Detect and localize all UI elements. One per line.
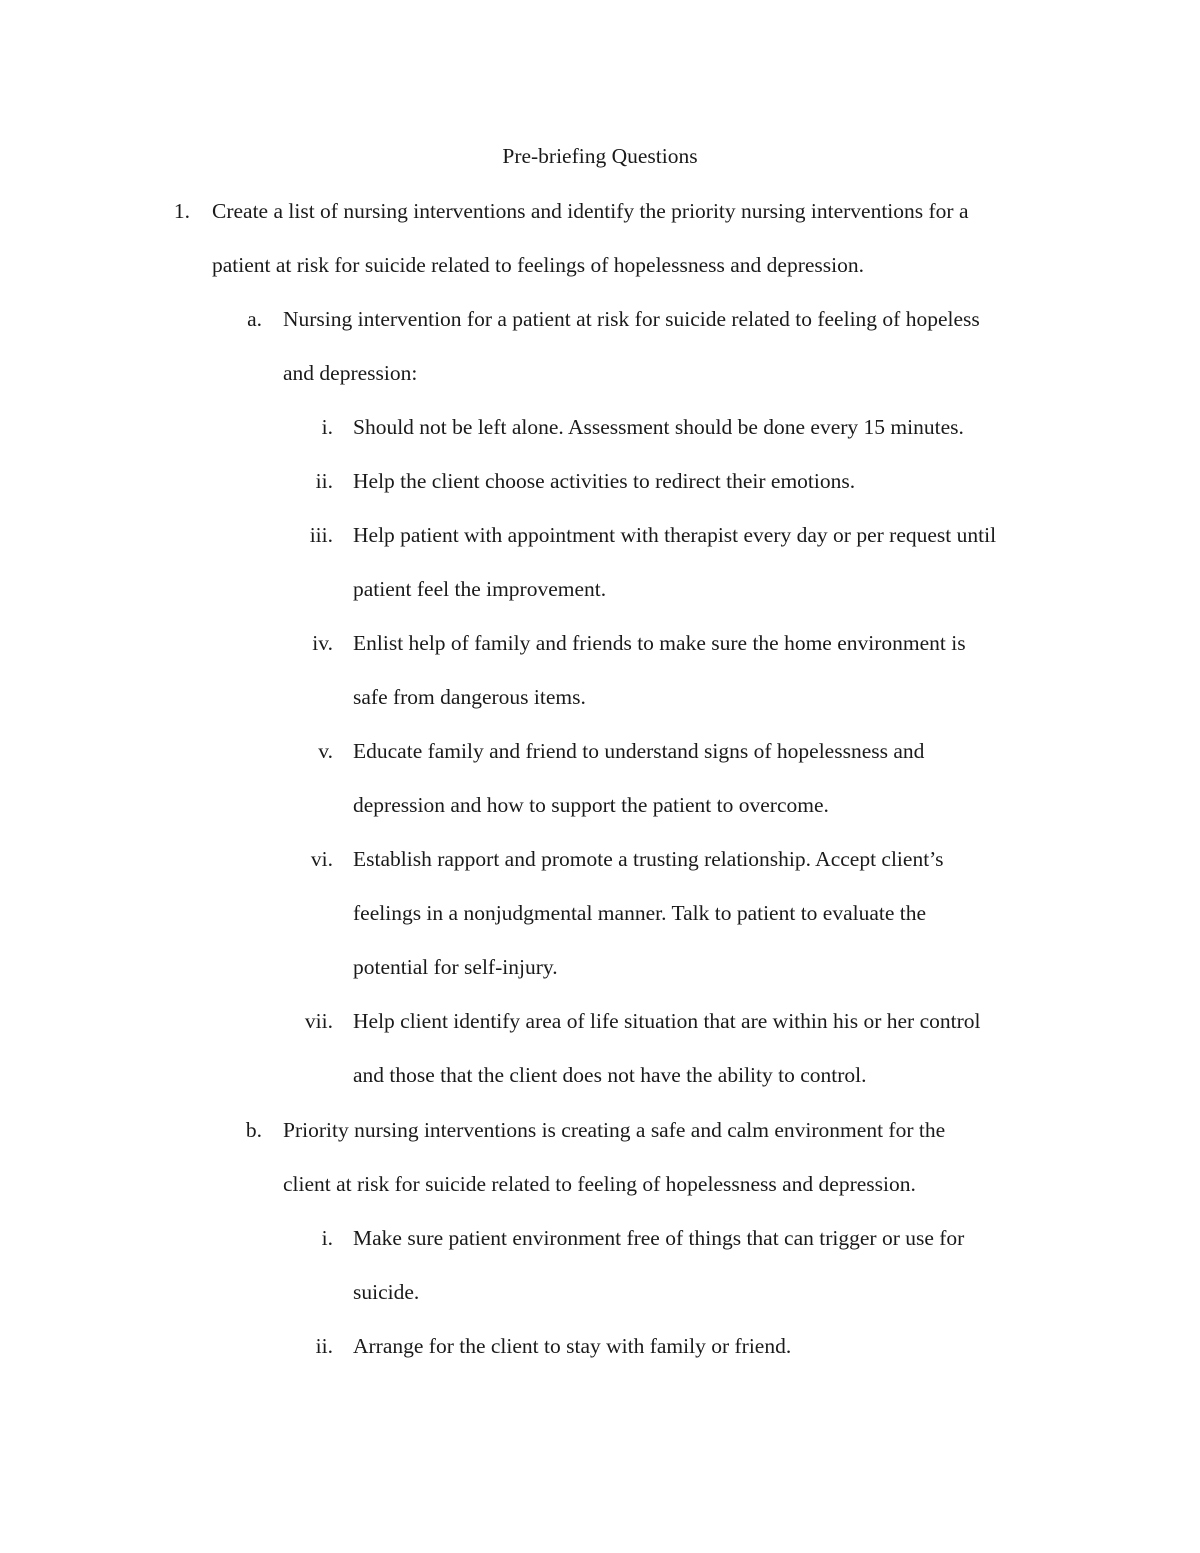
list-item-marker: i.: [321, 415, 333, 439]
question-text-line-2: patient at risk for suicide related to feelings of hopelessness and depression.: [212, 253, 864, 277]
list-item-text-continued: depression and how to support the patient to overcome.: [353, 793, 829, 817]
list-item-marker: v.: [318, 739, 333, 763]
list-item-text: Help the client choose activities to redirect their emotions.: [353, 469, 856, 493]
list-item-text-continued: safe from dangerous items.: [353, 685, 586, 709]
list-item-text-continued: patient feel the improvement.: [353, 577, 607, 601]
list-item-text: Help patient with appointment with therapist every day or per request until: [353, 523, 997, 547]
list-item-text: Establish rapport and promote a trusting relationship. Accept client’s: [353, 847, 944, 871]
list-item-text: Make sure patient environment free of things that can trigger or use for: [353, 1226, 965, 1250]
item-b-line-1: Priority nursing interventions is creating a safe and calm environment for the: [283, 1118, 946, 1142]
list-item-marker: iii.: [309, 523, 333, 547]
item-b-line-2: client at risk for suicide related to feeling of hopelessness and depression.: [283, 1172, 916, 1196]
list-item-marker: ii.: [315, 469, 333, 493]
item-b-marker: b.: [245, 1118, 262, 1142]
question-number: 1.: [173, 199, 190, 223]
list-item-text: Should not be left alone. Assessment should be done every 15 minutes.: [353, 415, 964, 439]
item-a-marker: a.: [247, 307, 262, 331]
list-item-marker: iv.: [312, 631, 333, 655]
list-item-text-continued: potential for self-injury.: [353, 955, 558, 979]
list-item-text: Educate family and friend to understand signs of hopelessness and: [353, 739, 925, 763]
item-a-line-1: Nursing intervention for a patient at risk for suicide related to feeling of hopeless: [283, 307, 980, 331]
list-item-marker: i.: [321, 1226, 333, 1250]
question-text-line-1: Create a list of nursing interventions and identify the priority nursing interventions for a: [212, 199, 969, 223]
list-item-text-continued: suicide.: [353, 1280, 420, 1304]
list-item-text-continued: and those that the client does not have the ability to control.: [353, 1063, 867, 1087]
list-item-marker: ii.: [315, 1334, 333, 1358]
list-item-text-continued: feelings in a nonjudgmental manner. Talk to patient to evaluate the: [353, 901, 927, 925]
list-item-text: Help client identify area of life situation that are within his or her control: [353, 1009, 981, 1033]
page-title: Pre-briefing Questions: [502, 144, 698, 168]
list-item-marker: vi.: [310, 847, 333, 871]
list-item-marker: vii.: [304, 1009, 333, 1033]
list-item-text: Arrange for the client to stay with family or friend.: [353, 1334, 792, 1358]
list-item-text: Enlist help of family and friends to make sure the home environment is: [353, 631, 966, 655]
item-a-line-2: and depression:: [283, 361, 418, 385]
